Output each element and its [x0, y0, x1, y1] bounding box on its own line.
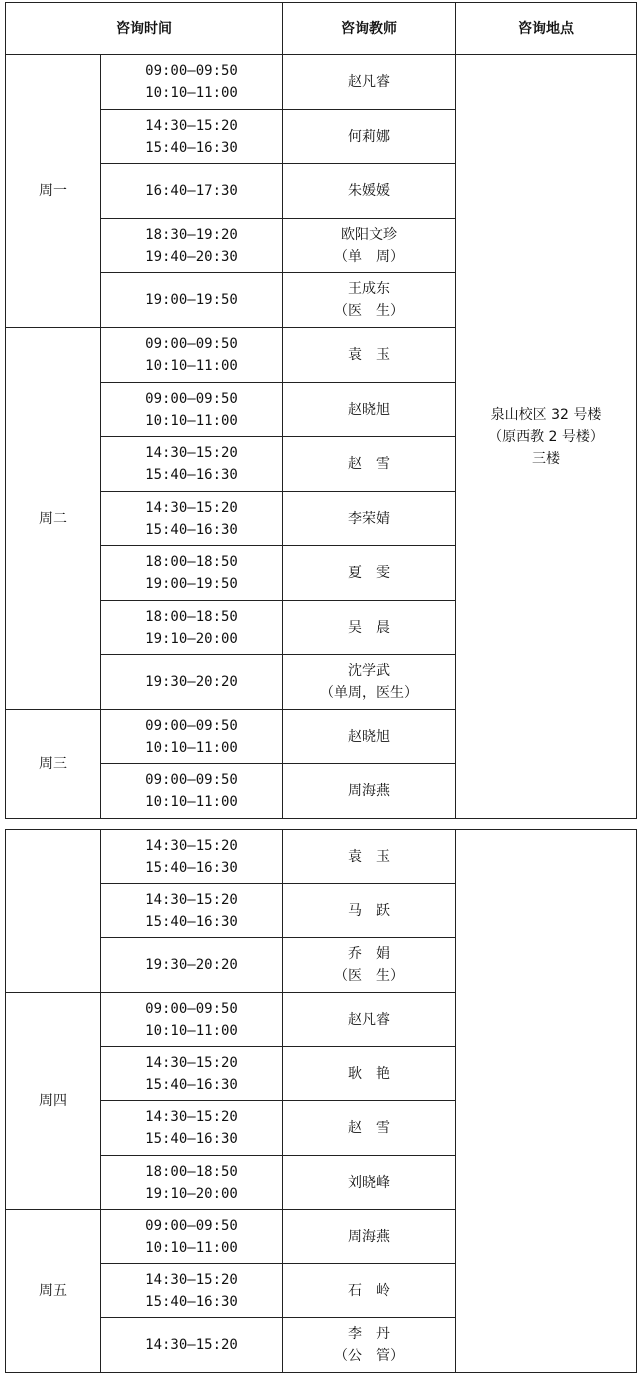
time-cell: 19:30—20:20 [101, 938, 283, 993]
schedule-table-part-1 [5, 2, 637, 819]
teacher-cell: 王成东 （医 生） [283, 273, 456, 328]
teacher-cell: 赵 雪 [283, 437, 456, 492]
teacher-cell: 李荣婧 [283, 492, 456, 546]
time-cell: 14:30—15:20 15:40—16:30 [101, 830, 283, 884]
time-cell: 19:30—20:20 [101, 655, 283, 710]
teacher-cell: 袁 玉 [283, 328, 456, 383]
teacher-cell: 李 丹 （公 管） [283, 1318, 456, 1373]
teacher-cell: 袁 玉 [283, 830, 456, 884]
teacher-cell: 夏 雯 [283, 546, 456, 601]
teacher-cell: 何莉娜 [283, 110, 456, 164]
teacher-cell: 耿 艳 [283, 1047, 456, 1101]
teacher-cell: 赵晓旭 [283, 383, 456, 437]
day-tuesday: 周二 [6, 328, 101, 710]
teacher-cell: 欧阳文珍 （单 周） [283, 219, 456, 273]
time-cell: 09:00—09:50 10:10—11:00 [101, 764, 283, 819]
time-cell: 14:30—15:20 15:40—16:30 [101, 437, 283, 492]
teacher-cell: 沈学武 （单周，医生） [283, 655, 456, 710]
teacher-cell: 赵凡睿 [283, 993, 456, 1047]
header-location: 咨询地点 [456, 3, 637, 55]
teacher-cell: 赵晓旭 [283, 710, 456, 764]
time-cell: 18:00—18:50 19:10—20:00 [101, 601, 283, 655]
time-cell: 09:00—09:50 10:10—11:00 [101, 1210, 283, 1264]
time-cell: 14:30—15:20 15:40—16:30 [101, 492, 283, 546]
time-cell: 18:00—18:50 19:00—19:50 [101, 546, 283, 601]
time-cell: 14:30—15:20 [101, 1318, 283, 1373]
time-cell: 14:30—15:20 15:40—16:30 [101, 1047, 283, 1101]
time-cell: 14:30—15:20 15:40—16:30 [101, 884, 283, 938]
time-cell: 09:00—09:50 10:10—11:00 [101, 710, 283, 764]
time-cell: 09:00—09:50 10:10—11:00 [101, 328, 283, 383]
time-cell: 14:30—15:20 15:40—16:30 [101, 1264, 283, 1318]
teacher-cell: 周海燕 [283, 764, 456, 819]
time-cell: 16:40—17:30 [101, 164, 283, 219]
teacher-cell: 赵 雪 [283, 1101, 456, 1156]
time-cell: 09:00—09:50 10:10—11:00 [101, 993, 283, 1047]
time-cell: 09:00—09:50 10:10—11:00 [101, 55, 283, 110]
teacher-cell: 乔 娟 （医 生） [283, 938, 456, 993]
teacher-cell: 吴 晨 [283, 601, 456, 655]
teacher-cell: 赵凡睿 [283, 55, 456, 110]
time-cell: 18:00—18:50 19:10—20:00 [101, 1156, 283, 1210]
header-row [6, 3, 637, 55]
day-thursday: 周四 [6, 993, 101, 1210]
teacher-cell: 石 岭 [283, 1264, 456, 1318]
location-cell-blank [456, 830, 637, 1373]
header-time: 咨询时间 [6, 3, 283, 55]
time-cell: 09:00—09:50 10:10—11:00 [101, 383, 283, 437]
day-monday: 周一 [6, 55, 101, 328]
day-friday: 周五 [6, 1210, 101, 1373]
day-continued-blank [6, 830, 101, 993]
location-cell: 泉山校区 32 号楼 （原西教 2 号楼） 三楼 [456, 55, 637, 819]
schedule-table-part-2 [5, 829, 637, 1373]
time-cell: 18:30—19:20 19:40—20:30 [101, 219, 283, 273]
time-cell: 14:30—15:20 15:40—16:30 [101, 1101, 283, 1156]
table-row [6, 55, 637, 110]
teacher-cell: 朱媛媛 [283, 164, 456, 219]
teacher-cell: 周海燕 [283, 1210, 456, 1264]
table-row [6, 830, 637, 884]
time-cell: 14:30—15:20 15:40—16:30 [101, 110, 283, 164]
time-cell: 19:00—19:50 [101, 273, 283, 328]
day-wednesday: 周三 [6, 710, 101, 819]
header-teacher: 咨询教师 [283, 3, 456, 55]
teacher-cell: 马 跃 [283, 884, 456, 938]
teacher-cell: 刘晓峰 [283, 1156, 456, 1210]
